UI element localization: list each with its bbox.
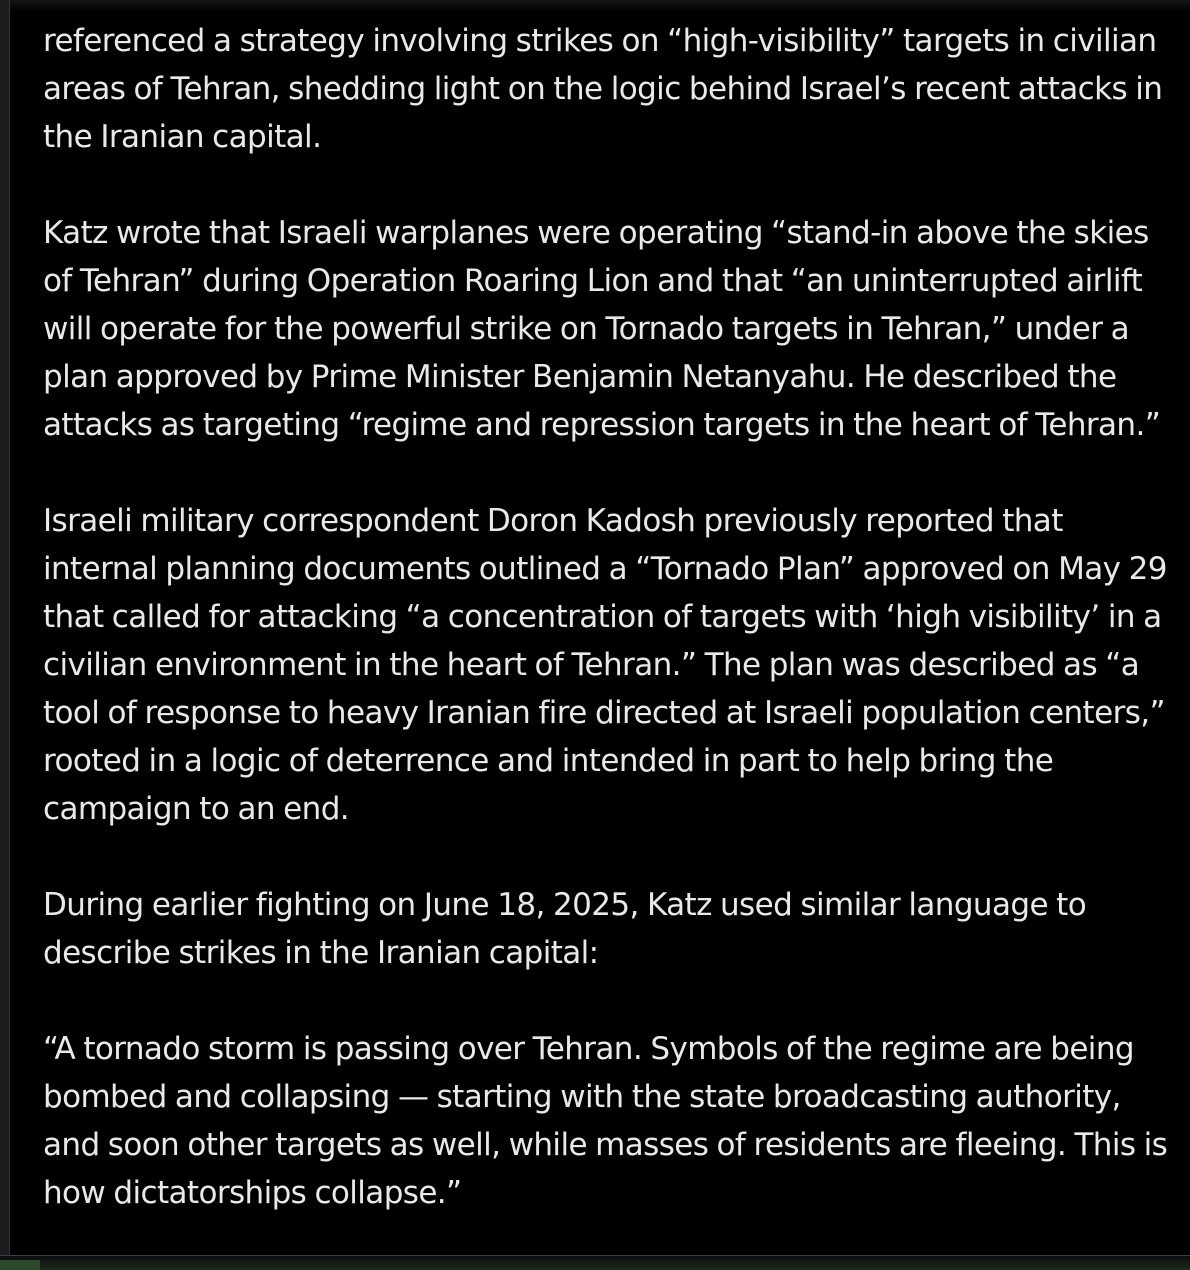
- post-text-body: [43, 17, 1183, 1217]
- left-pane-edge: [0, 0, 10, 1270]
- bottom-taskbar-strip: [0, 1255, 1190, 1270]
- post-paragraph-3: Israeli military correspondent Doron Kadosh previously reported that internal planning documents outlined a “Tornado Plan” approved on May 29 that called for attacking “a concentration of targets with ‘high visibility’ in a civilian environment in the heart of Tehran.” The plan was described as “a tool of response to heavy Iranian fire directed at Israeli population centers,” rooted in a logic of deterrence and intended in part to help bring the campaign to an end.: [43, 503, 1167, 827]
- post-quote-paragraph: “A tornado storm is passing over Tehran. Symbols of the regime are being bombed and collapsing — starting with the state broadcasting authority, and soon other targets as well, while masses of residents are fleeing. This is how dictatorships collapse.”: [43, 1031, 1168, 1211]
- post-paragraph-4: During earlier fighting on June 18, 2025, Katz used similar language to describe strikes in the Iranian capital:: [43, 887, 1087, 971]
- top-edge: [10, 0, 1190, 12]
- bottom-left-accent: [0, 1260, 40, 1270]
- post-paragraph-1: referenced a strategy involving strikes on “high-visibility” targets in civilian areas of Tehran, shedding light on the logic behind Israel’s recent attacks in the Iranian capital.: [43, 23, 1163, 155]
- post-paragraph-2: Katz wrote that Israeli warplanes were operating “stand-in above the skies of Tehran” during Operation Roaring Lion and that “an uninterrupted airlift will operate for the powerful strike on Tornado targets in Tehran,” under a plan approved by Prime Minister Benjamin Netanyahu. He described the attacks as targeting “regime and repression targets in the heart of Tehran.”: [43, 215, 1161, 443]
